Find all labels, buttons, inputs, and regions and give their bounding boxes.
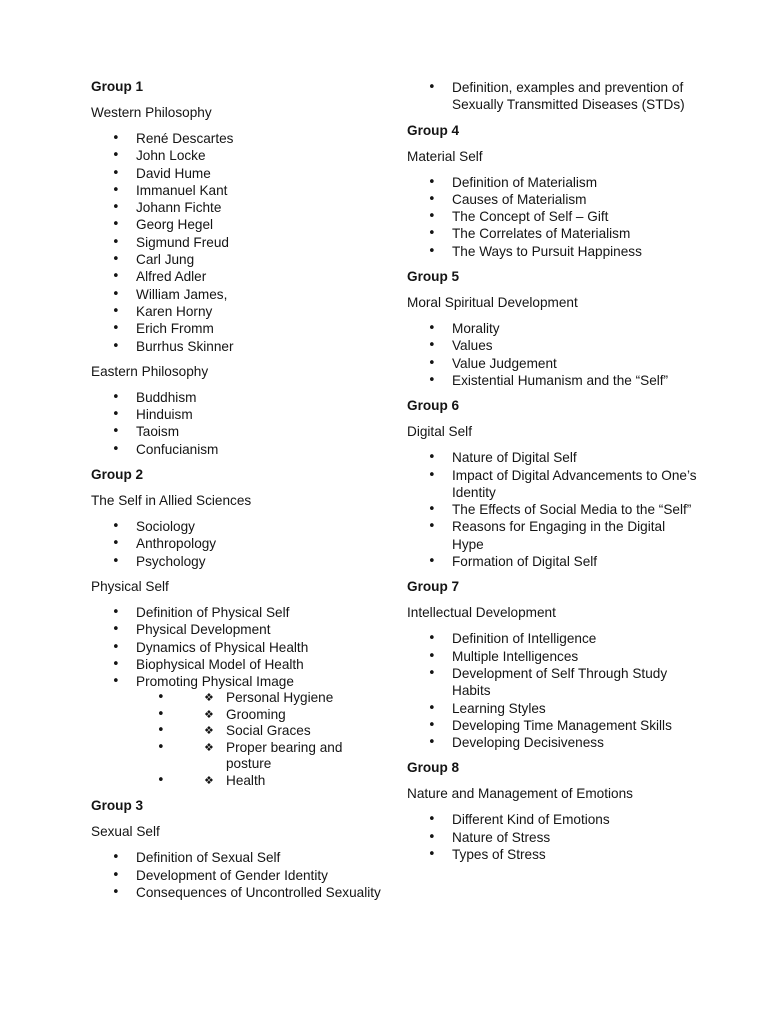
diamond-bullet-icon: • ❖ — [204, 773, 214, 787]
list-item: • Definition of Sexual Self — [91, 849, 381, 866]
right-column — [407, 79, 697, 871]
list-item: • Definition of Physical Self — [91, 604, 381, 621]
list-item: • Existential Humanism and the “Self” — [407, 372, 697, 389]
sexual-self-list-continued — [407, 79, 697, 114]
group-2-heading: Group 2 — [91, 467, 144, 483]
intellectual-development-heading: Intellectual Development — [407, 605, 556, 621]
list-item: • Hinduism — [91, 406, 381, 423]
sub-list-item — [136, 740, 381, 773]
list-item: • Multiple Intelligences — [407, 648, 697, 665]
list-item: • William James, — [91, 286, 381, 303]
list-item: • Karen Horny — [91, 303, 381, 320]
list-item: • David Hume — [91, 165, 381, 182]
digital-self-heading: Digital Self — [407, 424, 472, 440]
eastern-philosophy-heading: Eastern Philosophy — [91, 363, 209, 379]
sexual-self-list — [91, 849, 381, 901]
list-item: • Immanuel Kant — [91, 182, 381, 199]
group-3-heading: Group 3 — [91, 798, 144, 814]
list-item: • Confucianism — [91, 441, 381, 458]
sub-list-item — [136, 773, 381, 790]
list-item: • Reasons for Engaging in the Digital Hype — [407, 518, 697, 553]
list-item: • Physical Development — [91, 621, 381, 638]
list-item: • Formation of Digital Self — [407, 553, 697, 570]
list-item: • Causes of Materialism — [407, 191, 697, 208]
group-6-heading: Group 6 — [407, 398, 460, 414]
list-item: • Morality — [407, 320, 697, 337]
material-self-list — [407, 174, 697, 260]
group-1-heading: Group 1 — [91, 79, 144, 94]
list-item: • The Correlates of Materialism — [407, 225, 697, 242]
sub-list-item-label: Social Graces — [226, 723, 311, 739]
list-item: • Georg Hegel — [91, 216, 381, 233]
sub-list-item-label: Personal Hygiene — [226, 690, 334, 706]
list-item: • Types of Stress — [407, 846, 697, 863]
physical-self-heading: Physical Self — [91, 578, 169, 594]
material-self-heading: Material Self — [407, 148, 483, 164]
list-item: • Definition, examples and prevention of Sexually Transmitted Diseases (STDs) — [407, 79, 697, 114]
physical-image-sublist — [136, 690, 381, 789]
digital-self-list — [407, 449, 697, 570]
physical-self-list — [91, 604, 381, 789]
list-item: • Learning Styles — [407, 700, 697, 717]
list-item: • Definition of Materialism — [407, 174, 697, 191]
emotions-heading: Nature and Management of Emotions — [407, 786, 633, 802]
list-item: • Development of Gender Identity — [91, 867, 381, 884]
list-item: • Erich Fromm — [91, 320, 381, 337]
list-item: • Nature of Stress — [407, 829, 697, 846]
list-item: • The Effects of Social Media to the “Self” — [407, 501, 697, 518]
list-item: • Carl Jung — [91, 251, 381, 268]
sexual-self-heading: Sexual Self — [91, 824, 160, 840]
list-item: • Biophysical Model of Health — [91, 656, 381, 673]
list-item: • Sigmund Freud — [91, 234, 381, 251]
allied-sciences-heading: The Self in Allied Sciences — [91, 493, 252, 509]
moral-spiritual-list — [407, 320, 697, 389]
sub-list-item-label: Grooming — [226, 706, 286, 722]
list-item — [91, 673, 381, 789]
list-item: • Values — [407, 337, 697, 354]
list-item: • Johann Fichte — [91, 199, 381, 216]
western-philosophy-heading: Western Philosophy — [91, 105, 212, 120]
list-item: • Nature of Digital Self — [407, 449, 697, 466]
diamond-bullet-icon: • ❖ — [204, 740, 214, 754]
list-item: • Developing Decisiveness — [407, 734, 697, 751]
sub-list-item-label: Proper bearing and posture — [226, 739, 343, 772]
moral-spiritual-heading: Moral Spiritual Development — [407, 295, 578, 311]
list-item-label: Promoting Physical Image — [136, 674, 294, 690]
list-item: • Burrhus Skinner — [91, 338, 381, 355]
list-item: • Anthropology — [91, 535, 381, 552]
list-item: • The Ways to Pursuit Happiness — [407, 243, 697, 260]
allied-sciences-list — [91, 518, 381, 570]
list-item: • Dynamics of Physical Health — [91, 639, 381, 656]
list-item: • Buddhism — [91, 389, 381, 406]
western-philosophy-list — [91, 130, 381, 355]
list-item: • Sociology — [91, 518, 381, 535]
list-item: • Alfred Adler — [91, 268, 381, 285]
list-item: • Definition of Intelligence — [407, 630, 697, 647]
sub-list-item — [136, 690, 381, 707]
sub-list-item-label: Health — [226, 772, 266, 788]
list-item: • Impact of Digital Advancements to One’s Identity — [407, 467, 697, 502]
diamond-bullet-icon: • ❖ — [204, 724, 214, 738]
sub-list-item — [136, 707, 381, 724]
emotions-list — [407, 811, 697, 863]
sub-list-item — [136, 723, 381, 740]
left-column — [91, 78, 381, 909]
list-item: • Value Judgement — [407, 355, 697, 372]
list-item: • Psychology — [91, 553, 381, 570]
group-7-heading: Group 7 — [407, 579, 460, 595]
group-4-heading: Group 4 — [407, 122, 460, 138]
eastern-philosophy-list — [91, 389, 381, 458]
list-item: • Taoism — [91, 423, 381, 440]
diamond-bullet-icon: • ❖ — [204, 691, 214, 705]
group-8-heading: Group 8 — [407, 760, 460, 776]
diamond-bullet-icon: • ❖ — [204, 707, 214, 721]
intellectual-development-list — [407, 630, 697, 751]
list-item: • Consequences of Uncontrolled Sexuality — [91, 884, 381, 901]
list-item: • René Descartes — [91, 130, 381, 147]
list-item: • John Locke — [91, 147, 381, 164]
list-item: • Developing Time Management Skills — [407, 717, 697, 734]
list-item: • The Concept of Self – Gift — [407, 208, 697, 225]
list-item: • Development of Self Through Study Habits — [407, 665, 697, 700]
group-5-heading: Group 5 — [407, 269, 460, 285]
list-item: • Different Kind of Emotions — [407, 811, 697, 828]
